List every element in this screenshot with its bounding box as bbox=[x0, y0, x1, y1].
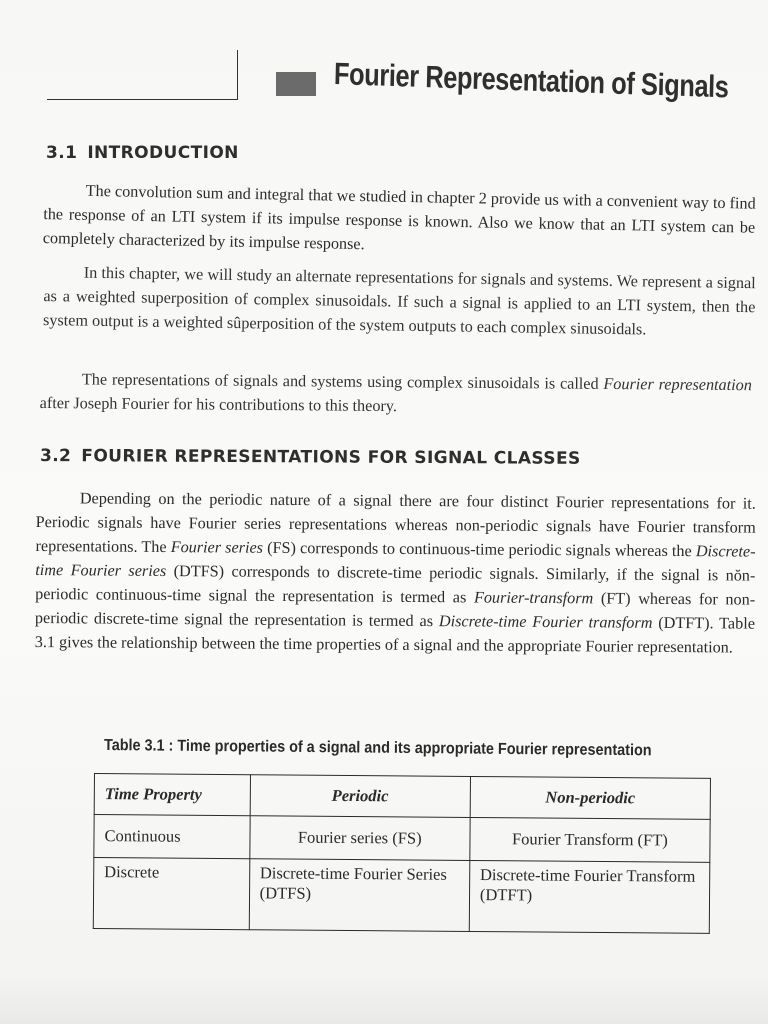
paragraph bbox=[40, 367, 752, 421]
table-header-cell: Time Property bbox=[94, 774, 250, 816]
emphasis-term: Fourier representation bbox=[603, 374, 752, 395]
table-header-row bbox=[94, 774, 710, 820]
section-number: 3.2 bbox=[39, 446, 72, 467]
section-heading-fourier-representations bbox=[40, 446, 581, 469]
section-title: INTRODUCTION bbox=[87, 143, 239, 163]
paragraph-text: after Joseph Fourier for his contributions to this theory. bbox=[39, 393, 398, 416]
paragraph bbox=[35, 486, 756, 660]
paragraph-text: Depending on the periodic nature of a signal there are four distinct Fourier representations for it. Periodic signals have Fourier series representations whereas non-periodic signals have Fourier transform representations. The bbox=[35, 489, 756, 557]
emphasis-term: Fourier series bbox=[170, 538, 264, 557]
emphasis-term: Discrete-time Fourier series bbox=[35, 542, 756, 581]
paragraph-text: (FT) whereas for non-periodic discrete-time signal the representation is termed as bbox=[34, 589, 756, 631]
table-row bbox=[94, 815, 710, 863]
table-cell: Discrete-time Fourier Series (DTFS) bbox=[249, 859, 470, 932]
table-header-cell: Periodic bbox=[250, 775, 471, 818]
fourier-representation-table bbox=[93, 773, 711, 934]
emphasis-term: Fourier-transform bbox=[473, 588, 594, 608]
table-caption: Table 3.1 : Time properties of a signal and its appropriate Fourier representation bbox=[103, 737, 652, 760]
paragraph: The convolution sum and integral that we studied in chapter 2 provide us with a convenient way to find the response of an LTI system if its impulse response is known. Also we know that an LTI system can be completely characterized by its impulse response. bbox=[42, 181, 756, 254]
table-cell: Discrete bbox=[93, 858, 249, 930]
paragraph: In this chapter, we will study an alternate representations for signals and systems. We represent a signal as a weighted superposition of complex sinusoidals. If such a signal is applied to an LTI system, then the system output is a weighted sûperposition of the system outputs to each complex sinusoidals. bbox=[42, 263, 756, 339]
table-header-cell: Non-periodic bbox=[470, 776, 710, 819]
table-cell: Continuous bbox=[94, 815, 250, 859]
header-rule bbox=[47, 99, 237, 100]
emphasis-term: Discrete-time Fourier transform bbox=[438, 612, 653, 632]
paragraph-text: (FS) corresponds to continuous-time periodic signals whereas the bbox=[262, 538, 696, 561]
section-heading-introduction bbox=[46, 143, 239, 163]
header-rule-vertical bbox=[237, 50, 238, 100]
section-title: FOURIER REPRESENTATIONS FOR SIGNAL CLASSES bbox=[81, 446, 581, 469]
table-row bbox=[93, 858, 710, 934]
table-cell: Fourier Transform (FT) bbox=[470, 817, 710, 862]
section-number: 3.1 bbox=[46, 143, 78, 163]
table-cell: Fourier series (FS) bbox=[249, 816, 470, 861]
paragraph-text: (DTFT). Table 3.1 gives the relationship between the time properties of a signal and the appropriate Fourier representation. bbox=[34, 613, 755, 657]
paragraph-text: The representations of signals and systems using complex sinusoidals is called bbox=[81, 370, 604, 393]
paragraph-text: (DTFS) corresponds to discrete-time periodic signals. Similarly, if the signal is nŏn-periodic continuous-time signal the representation is termed as bbox=[35, 562, 756, 607]
table-cell: Discrete-time Fourier Transform (DTFT) bbox=[469, 860, 710, 933]
chapter-title: Fourier Representation of Signals bbox=[333, 56, 729, 105]
chapter-marker-block bbox=[276, 72, 316, 96]
page-bottom-shadow bbox=[0, 975, 768, 1024]
